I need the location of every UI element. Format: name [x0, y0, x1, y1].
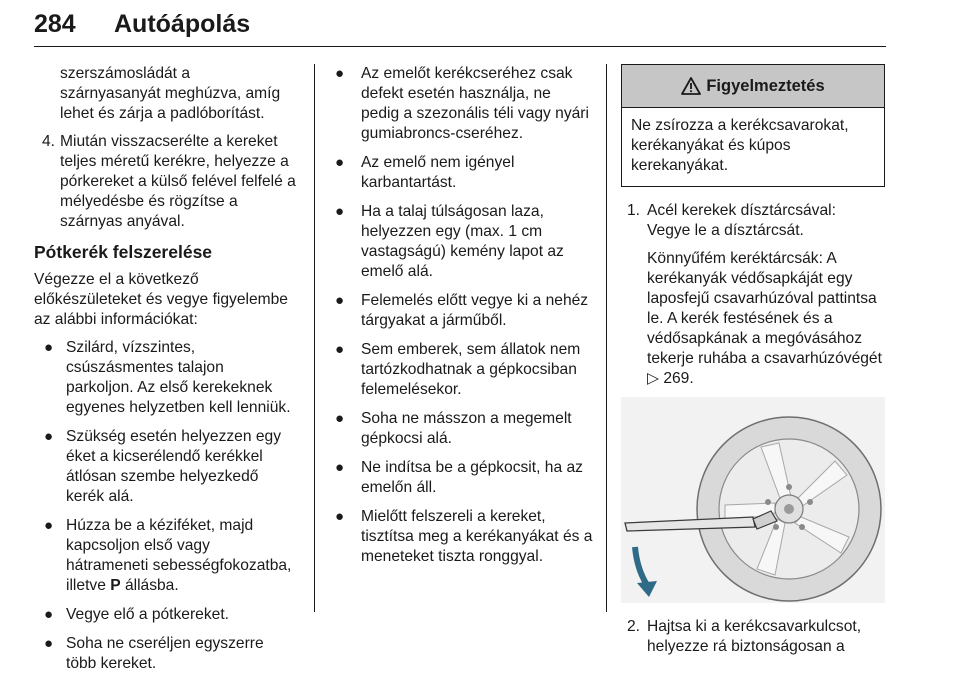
text-line: helyezze rá biztonságosan a	[647, 638, 845, 655]
text-line: Mielőtt felszereli a kereket,	[361, 508, 546, 525]
text-line: tartózkodhatnak a gépkocsiban	[361, 361, 577, 378]
reference-page: 269.	[663, 370, 694, 387]
header-rule	[34, 46, 886, 47]
text-line: Acél kerekek dísztárcsával:	[647, 202, 836, 219]
warning-body	[622, 108, 884, 186]
bullet-icon: ●	[44, 606, 54, 623]
warning-box	[621, 64, 885, 187]
bullet-item	[34, 338, 298, 418]
step-1	[621, 201, 885, 389]
text-line: kerekanyákat.	[631, 157, 729, 174]
text-line: Ne zsírozza a kerékcsavarokat,	[631, 117, 849, 134]
text-line: Húzza be a kéziféket, majd	[66, 517, 254, 534]
text-line: le. A kerék festésének és a	[647, 310, 833, 327]
text-line: Az emelő nem igényel	[361, 154, 515, 171]
text-line: egyenes helyzetben kell lenniük.	[66, 399, 291, 416]
text-line: Felemelés előtt vegye ki a nehéz	[361, 292, 589, 309]
text-line: az alábbi információkat:	[34, 311, 198, 328]
step-2	[621, 617, 885, 657]
text-line: Miután visszacserélte a kereket	[60, 133, 278, 150]
warning-header	[622, 65, 884, 108]
text-line: Szükség esetén helyezzen egy	[66, 428, 281, 445]
text-line: szerszámosládát a	[60, 65, 191, 82]
bullet-icon: ●	[335, 508, 345, 525]
page-reference[interactable]	[647, 369, 885, 389]
bullet-item	[331, 409, 593, 449]
bullet-icon: ●	[335, 459, 345, 476]
page-title: Autóápolás	[114, 10, 251, 38]
wheel-wrench-illustration	[621, 397, 885, 603]
text-line: szárnyasanyát meghúzva, amíg	[60, 85, 281, 102]
bullet-item	[331, 64, 593, 144]
gear-position-p: P	[110, 577, 121, 594]
text-line: gépkocsi alá.	[361, 430, 453, 447]
text-line: lehet és zárja a padlóborítást.	[60, 105, 265, 122]
text-line: Ne indítsa be a gépkocsit, ha az	[361, 459, 583, 476]
text-line: vastagságú) kemény lapot az	[361, 243, 564, 260]
step-4	[34, 132, 298, 232]
text-fragment: illetve	[66, 577, 111, 594]
step-number: 4.	[42, 133, 56, 150]
bullet-item	[331, 291, 593, 331]
bullet-item	[34, 634, 298, 674]
section-heading: Pótkerék felszerelése	[34, 242, 213, 262]
text-line: Szilárd, vízszintes,	[66, 339, 196, 356]
text-line: mélyedésbe és rögzítse a	[60, 193, 238, 210]
text-line: meneteket tiszta ronggyal.	[361, 548, 544, 565]
text-line: éket a kicserélendő kerékkel	[66, 448, 263, 465]
text-line: kapcsoljon első vagy	[66, 537, 210, 554]
text-line: pedig a szezonális téli vagy nyári	[361, 105, 589, 122]
bullet-icon: ●	[44, 635, 54, 652]
bullet-icon: ●	[44, 428, 54, 445]
text-line: laposfejű csavarhúzóval pattintsa	[647, 290, 877, 307]
text-line: több kereket.	[66, 655, 157, 672]
warning-title: Figyelmeztetés	[706, 77, 825, 95]
hub-center	[784, 504, 794, 514]
text-line: Soha ne cseréljen egyszerre	[66, 635, 264, 652]
column-1	[34, 64, 298, 683]
reference-arrow-icon: ▷	[647, 370, 664, 387]
bullet-item	[331, 340, 593, 400]
bullet-item	[34, 516, 298, 596]
bullet-icon: ●	[335, 154, 345, 171]
column-2	[331, 64, 593, 576]
column-3	[621, 64, 885, 657]
page-header	[34, 4, 886, 48]
text-line: csúszásmentes talajon	[66, 359, 224, 376]
step-1-alloy-note	[647, 249, 885, 389]
bullet-item	[331, 202, 593, 282]
wheel-illustration-svg	[621, 397, 885, 603]
text-line: hátrameneti sebességfokozatba,	[66, 557, 292, 574]
page-number: 284	[34, 10, 76, 38]
text-line: Soha ne másszon a megemelt	[361, 410, 572, 427]
bullet-item	[34, 427, 298, 507]
text-line: átlósan szembe helyezkedő	[66, 468, 259, 485]
text-line: emelő alá.	[361, 263, 433, 280]
bullet-item	[34, 605, 298, 625]
step-number: 2.	[627, 618, 641, 635]
text-line: Ha a talaj túlságosan laza,	[361, 203, 544, 220]
bullet-icon: ●	[335, 203, 345, 220]
text-line: felemelésekor.	[361, 381, 462, 398]
text-line: kerékanyákat és kúpos	[631, 137, 791, 154]
bullet-icon: ●	[44, 517, 54, 534]
bullet-icon: ●	[335, 341, 345, 358]
text-line: Sem emberek, sem állatok nem	[361, 341, 581, 358]
text-line: parkoljon. Az első kerekeknek	[66, 379, 273, 396]
text-line: Hajtsa ki a kerékcsavarkulcsot,	[647, 618, 862, 635]
text-line: kerék alá.	[66, 488, 134, 505]
bullet-icon: ●	[335, 410, 345, 427]
text-line: Vegye elő a pótkereket.	[66, 606, 229, 623]
text-line: Az emelőt kerékcseréhez csak	[361, 65, 573, 82]
text-line: helyezzen egy (max. 1 cm	[361, 223, 543, 240]
bullet-icon: ●	[335, 292, 345, 309]
bullet-item	[331, 507, 593, 567]
intro-paragraph	[34, 270, 298, 330]
column-divider	[606, 64, 607, 612]
text-line: teljes méretű kerékre, helyezze a	[60, 153, 289, 170]
text-line: gumiabroncs-cseréhez.	[361, 125, 524, 142]
warning-triangle-icon	[681, 77, 701, 95]
text-line: Könnyűfém keréktárcsák: A	[647, 250, 837, 267]
text-fragment: állásba.	[120, 577, 179, 594]
bullet-icon: ●	[44, 339, 54, 356]
text-line: szárnyas anyával.	[60, 213, 185, 230]
text-line: tárgyakat a járműből.	[361, 312, 507, 329]
text-line: karbantartást.	[361, 174, 457, 191]
text-line: tekerje ruhába a csavarhúzóvégét	[647, 350, 882, 367]
text-line	[66, 576, 298, 596]
text-line: Végezze el a következő	[34, 271, 199, 288]
column-divider	[314, 64, 315, 612]
step-number: 1.	[627, 202, 641, 219]
text-line: kerékanyák védősapkáját egy	[647, 270, 853, 287]
text-line: pórkereket a külső felével felfelé a	[60, 173, 296, 190]
continued-text	[60, 64, 298, 124]
text-line: Vegye le a dísztárcsát.	[647, 222, 804, 239]
text-line: előkészületeket és vegye figyelembe	[34, 291, 288, 308]
text-line: defekt esetén használja, ne	[361, 85, 551, 102]
bullet-item	[331, 153, 593, 193]
text-line: tisztítsa meg a kerékanyákat és a	[361, 528, 593, 545]
bullet-item	[331, 458, 593, 498]
text-line: védősapkának a megóvásához	[647, 330, 862, 347]
bullet-icon: ●	[335, 65, 345, 82]
text-line: emelőn áll.	[361, 479, 437, 496]
